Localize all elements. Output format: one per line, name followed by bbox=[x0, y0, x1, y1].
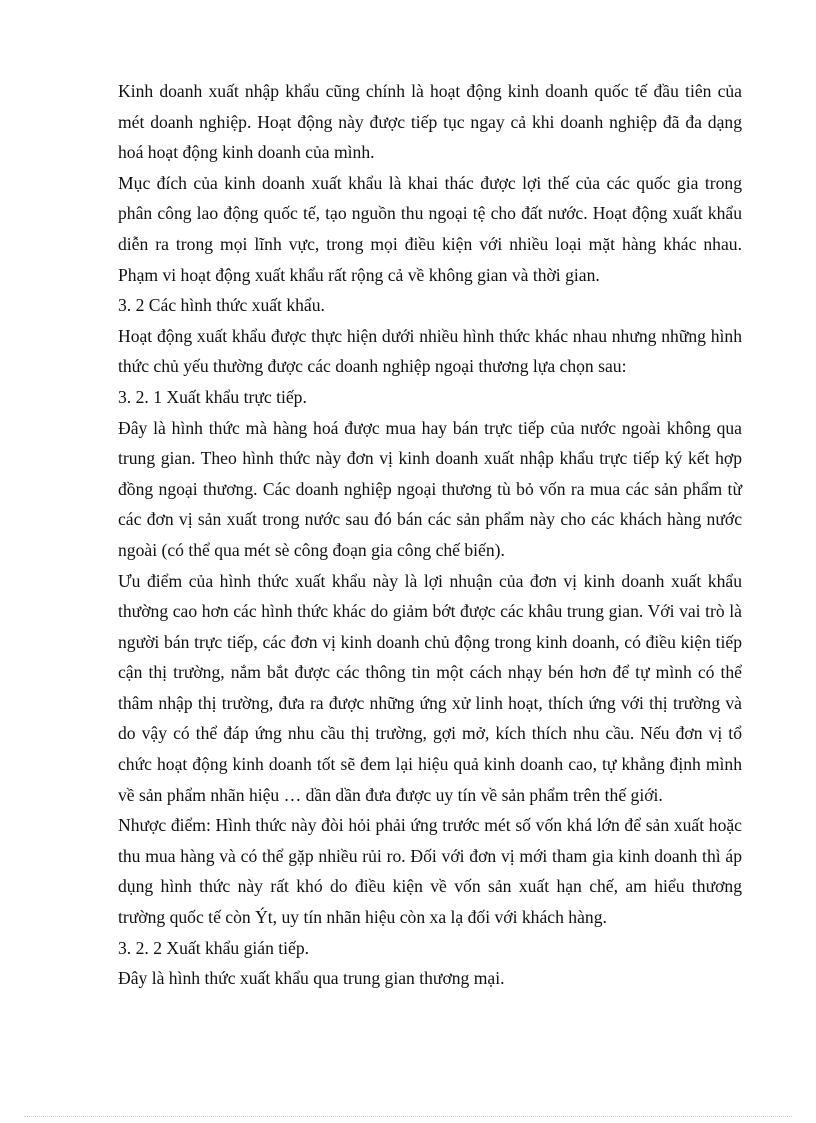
paragraph-export-forms: Hoạt động xuất khẩu được thực hiện dưới nhiều hình thức khác nhau nhưng những hình thức chủ yếu thường được các doanh nghiệp ngoại thương lựa chọn sau: bbox=[118, 325, 742, 377]
paragraph-indirect-export: Đây là hình thức xuất khẩu qua trung gian thương mại. bbox=[118, 968, 505, 989]
footer-divider bbox=[24, 1116, 792, 1117]
paragraph-disadvantages: Nhược điểm: Hình thức này đòi hỏi phải ứng trước mét số vốn khá lớn để sản xuất hoặc thu mua hàng và có thể gặp nhiều rủi ro. Đối với đơn vị mới tham gia kinh doanh thì áp dụng hình thức này rất khó do điều kiện về vốn sản xuất hạn chế, am hiểu thương trường quốc tế còn Ýt, uy tín nhãn hiệu còn xa lạ đối với khách hàng. bbox=[118, 815, 742, 928]
paragraph-direct-export: Đây là hình thức mà hàng hoá được mua hay bán trực tiếp của nước ngoài không qua trung gian. Theo hình thức này đơn vị kinh doanh xuất nhập khẩu trực tiếp ký kết hợp đồng ngoại thương. Các doanh nghiệp ngoại thương tù bỏ vốn ra mua các sản phẩm từ các đơn vị sản xuất trong nước sau đó bán các sản phẩm này cho các khách hàng nước ngoài (có thể qua mét sè công đoạn gia công chế biến). bbox=[118, 417, 742, 560]
paragraph-purpose: Mục đích của kinh doanh xuất khẩu là khai thác được lợi thế của các quốc gia trong phân công lao động quốc tế, tạo nguồn thu ngoại tệ cho đất nước. Hoạt động xuất khẩu diễn ra trong mọi lĩnh vực, trong mọi điều kiện với nhiều loại mặt hàng khác nhau. Phạm vi hoạt động xuất khẩu rất rộng cả về không gian và thời gian. bbox=[118, 172, 742, 285]
paragraph-advantages: Ưu điểm của hình thức xuất khẩu này là lợi nhuận của đơn vị kinh doanh xuất khẩu thường cao hơn các hình thức khác do giảm bớt được các khâu trung gian. Với vai trò là người bán trực tiếp, các đơn vị kinh doanh chủ động trong kinh doanh, có điều kiện tiếp cận thị trường, nắm bắt được các thông tin một cách nhạy bén hơn để tự mình có thể thâm nhập thị trường, đưa ra được những ứng xử linh hoạt, thích ứng với thị trường và do vậy có thể đáp ứng nhu cầu thị trường, gợi mở, kích thích nhu cầu. Nếu đơn vị tổ chức hoạt động kinh doanh tốt sẽ đem lại hiệu quả kinh doanh cao, tự khẳng định mình về sản phẩm nhãn hiệu … dần dần đưa được uy tín về sản phẩm trên thế giới. bbox=[118, 570, 742, 805]
paragraph-intro: Kinh doanh xuất nhập khẩu cũng chính là hoạt động kinh doanh quốc tế đầu tiên của mét doanh nghiệp. Hoạt động này được tiếp tục ngay cả khi doanh nghiệp đã đa dạng hoá hoạt động kinh doanh của mình. bbox=[118, 81, 742, 163]
section-heading-indirect-export: 3. 2. 2 Xuất khẩu gián tiếp. bbox=[118, 937, 310, 958]
section-heading-export-forms: 3. 2 Các hình thức xuất khẩu. bbox=[118, 295, 325, 316]
section-heading-direct-export: 3. 2. 1 Xuất khẩu trực tiếp. bbox=[118, 386, 307, 407]
document-page bbox=[118, 76, 742, 994]
